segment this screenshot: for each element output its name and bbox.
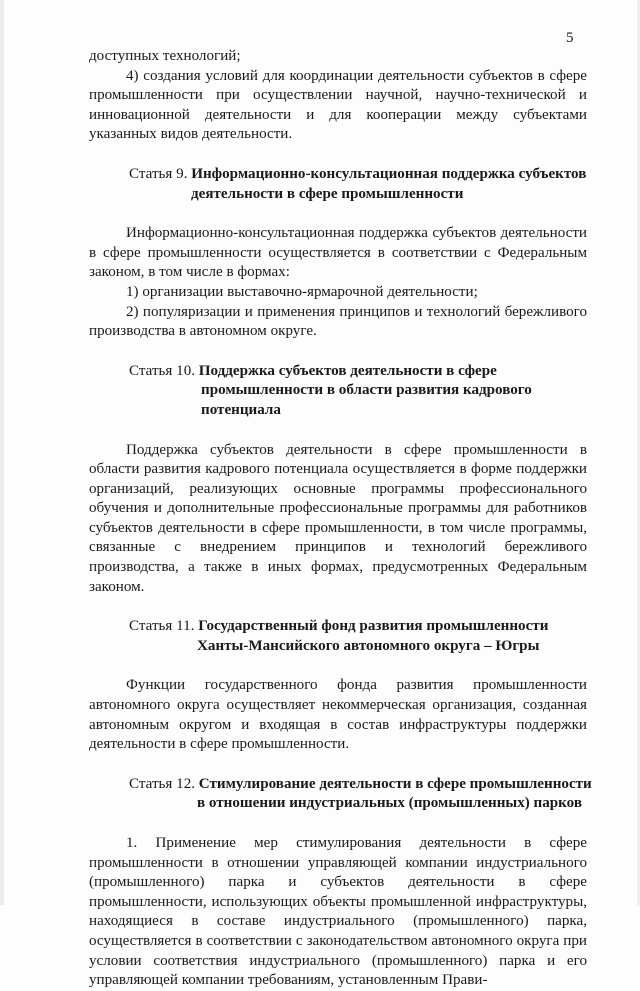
page-number: 5 <box>566 30 574 46</box>
paragraph-6: Поддержка субъектов деятельности в сфере промышленности в области развития кадрового потенциала осуществляется в форме поддержки организаций, реализующих основные программы профессионального обучения и дополнительные профессиональные программы для работников субъектов деятельности в сфере промышленности, в том числе программы, связанные с внедрением принципов и технологий бережливого производства, а также в иных формах, предусмотренных Федеральным законом. <box>89 441 587 595</box>
article-9-heading <box>89 165 587 204</box>
article-11-prefix: Статья 11. <box>129 618 199 635</box>
paragraph-5: 2) популяризации и применения принципов и технологий бережливого производства в автономном округе. <box>89 303 587 340</box>
article-10-title-line1: Поддержка субъектов деятельности в сфере <box>198 362 497 379</box>
article-11-title-line1: Государственный фонд развития промышленности <box>198 618 549 635</box>
document-body <box>89 47 592 991</box>
article-9-title-line1: Информационно-консультационная поддержка субъектов <box>191 165 587 182</box>
article-12-title-line2: в отношении индустриальных (промышленных) парков <box>197 795 583 812</box>
article-12-prefix: Статья 12. <box>129 775 199 792</box>
article-12-heading <box>89 775 592 814</box>
paragraph-4: 1) организации выставочно-ярмарочной деятельности; <box>126 283 478 300</box>
article-11-heading <box>89 617 587 656</box>
paragraph-3: Информационно-консультационная поддержка субъектов деятельности в сфере промышленности осуществляется в соответствии с Федеральным законом, в том числе в формах: <box>89 225 587 281</box>
article-10-title-line2: промышленности в области развития кадрового <box>201 382 532 399</box>
scan-edge-left <box>0 0 4 905</box>
article-9-title-line2: деятельности в сфере промышленности <box>191 185 464 202</box>
article-10-title-line3: потенциала <box>201 401 281 418</box>
article-9-prefix: Статья 9. <box>129 165 192 182</box>
paragraph-2: 4) создания условий для координации деятельности субъектов в сфере промышленности при осуществлении научной, научно-технической и инновационной деятельности и для кооперации между субъектами указанных видов деятельности. <box>89 67 587 143</box>
article-10-prefix: Статья 10. <box>129 362 199 379</box>
paragraph-8: 1. Применение мер стимулирования деятельности в сфере промышленности в отношении управляющей компании индустриального (промышленного) парка и субъектов деятельности в сфере промышленности, использующих объекты промышленной инфраструктуры, находящиеся в составе индустриального (промышленного) парка, осуществляется в соответствии с законодательством автономного округа при условии соответствия индустриального (промышленного) парка и его управляющей компании требованиям, установленным Прави- <box>89 835 587 989</box>
paragraph-7: Функции государственного фонда развития промышленности автономного округа осуществляет некоммерческая организация, созданная автономным округом и входящая в состав инфраструктуры поддержки деятельности в сфере промышленности. <box>89 677 587 753</box>
paragraph-1: доступных технологий; <box>89 48 241 64</box>
article-11-title-line2: Ханты-Мансийского автономного округа – Югры <box>197 637 540 654</box>
article-12-title-line1: Стимулирование деятельности в сфере промышленности <box>198 775 592 792</box>
article-10-heading <box>89 362 587 421</box>
